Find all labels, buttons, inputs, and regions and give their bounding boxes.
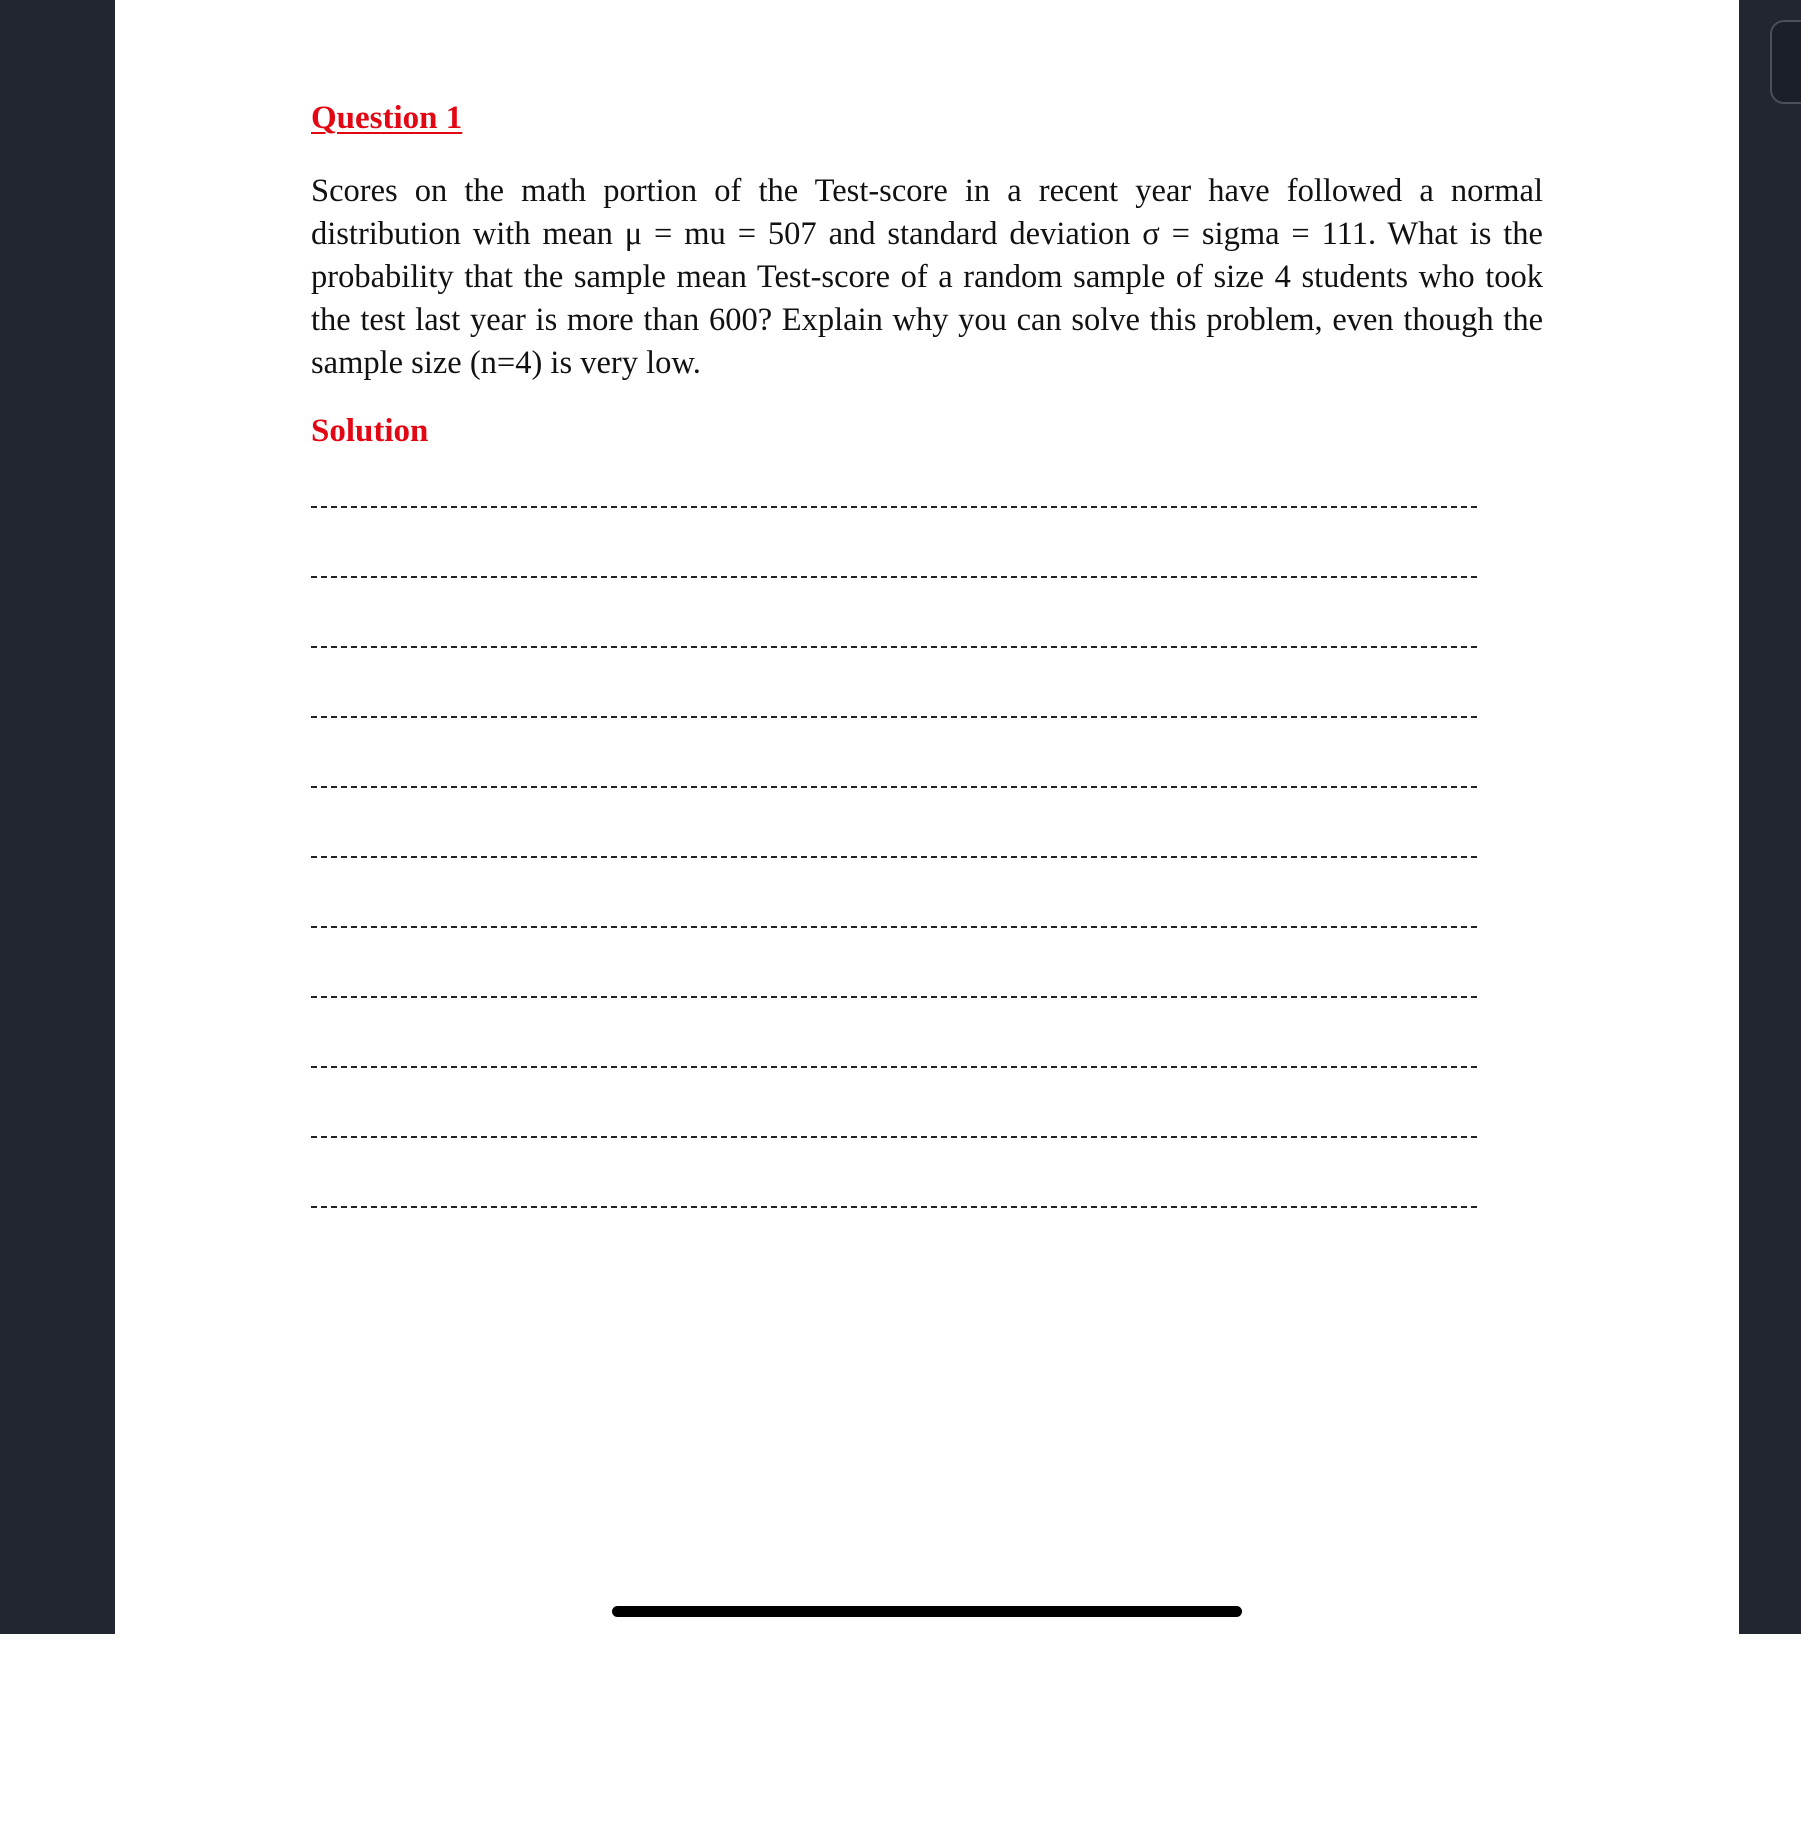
answer-line [311,856,1477,926]
answer-line [311,506,1477,576]
home-indicator[interactable] [612,1606,1242,1617]
answer-line [311,1206,1477,1276]
answer-line [311,926,1477,996]
answer-line [311,786,1477,856]
question-title: Question 1 [311,100,463,136]
answer-line [311,716,1477,786]
solution-heading: Solution [311,413,429,449]
answer-line [311,576,1477,646]
question-text: Scores on the math portion of the Test-score in a recent year have followed a normal distribution with mean μ = mu = 507 and standard deviation σ = sigma = 111. What is the probability that the sample mean Test-score of a random sample of size 4 students who took the test last year is more than 600? Explain why you can solve this problem, even though the sample size (n=4) is very low. [311,173,1543,381]
side-panel-handle[interactable] [1770,20,1801,104]
answer-line [311,646,1477,716]
answer-line [311,1136,1477,1206]
answer-lines [311,506,1477,1276]
answer-line [311,996,1477,1066]
answer-line [311,1066,1477,1136]
